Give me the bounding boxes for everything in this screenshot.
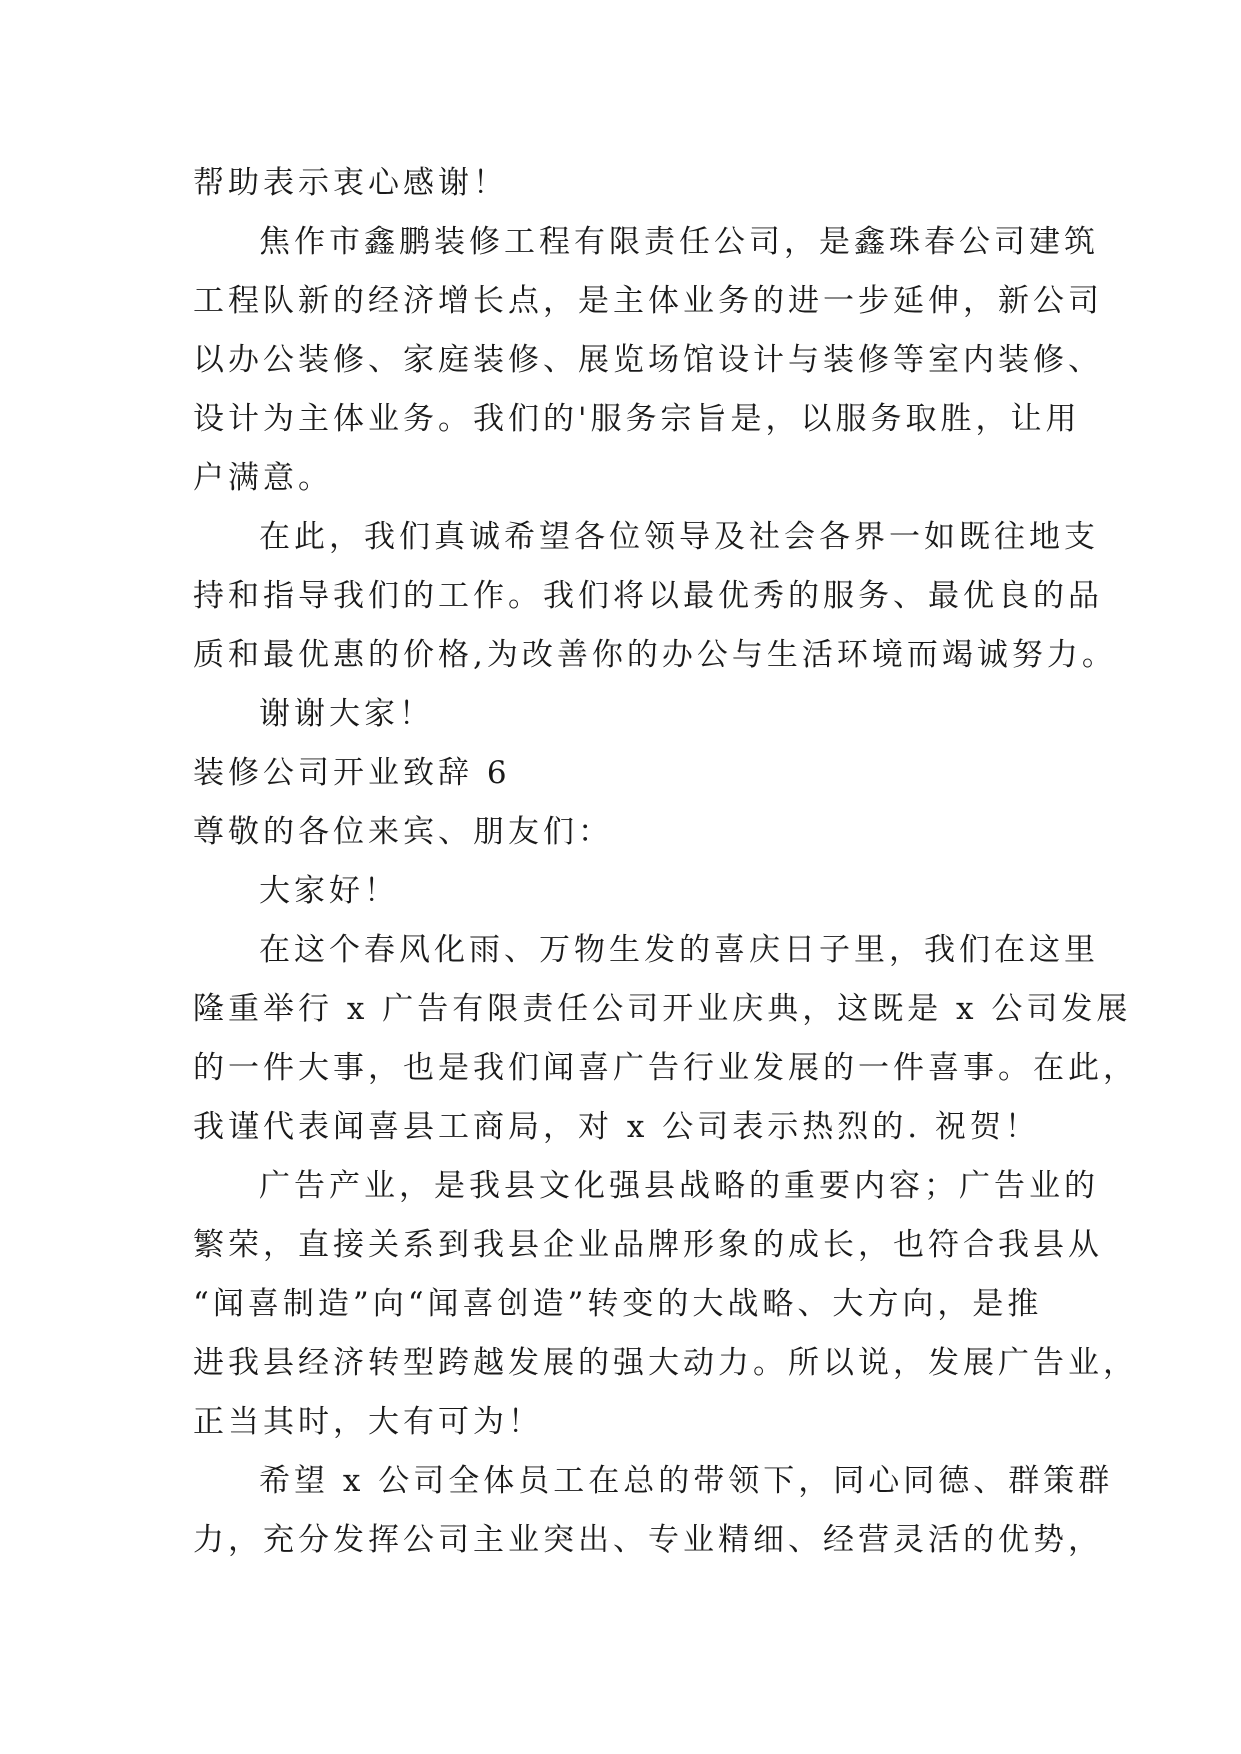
text-line: 工程队新的经济增长点，是主体业务的进一步延伸，新公司 bbox=[193, 283, 1103, 319]
text-line: 质和最优惠的价格,为改善你的办公与生活环境而竭诚努力。 bbox=[193, 637, 1117, 673]
text-line: 正当其时，大有可为！ bbox=[193, 1404, 543, 1440]
text-line: 广告产业，是我县文化强县战略的重要内容；广告业的 bbox=[259, 1168, 1099, 1204]
text-line: 隆重举行 x 广告有限责任公司开业庆典，这既是 x 公司发展 bbox=[193, 991, 1132, 1027]
text-line: 繁荣，直接关系到我县企业品牌形象的成长，也符合我县从 bbox=[193, 1227, 1103, 1263]
text-line: 设计为主体业务。我们的'服务宗旨是，以服务取胜，让用 bbox=[193, 401, 1081, 437]
text-line: 进我县经济转型跨越发展的强大动力。所以说，发展广告业， bbox=[193, 1345, 1138, 1381]
text-line: “闻喜制造”向“闻喜创造”转变的大战略、大方向，是推 bbox=[193, 1286, 1043, 1322]
text-line: 力，充分发挥公司主业突出、专业精细、经营灵活的优势， bbox=[193, 1522, 1103, 1558]
text-line: 帮助表示衷心感谢！ bbox=[193, 165, 508, 201]
text-line: 希望 x 公司全体员工在总的带领下，同心同德、群策群 bbox=[259, 1463, 1114, 1499]
text-line: 在这个春风化雨、万物生发的喜庆日子里，我们在这里 bbox=[259, 932, 1099, 968]
greeting: 大家好！ bbox=[259, 873, 399, 909]
document-body bbox=[193, 154, 1138, 1570]
text-line: 我谨代表闻喜县工商局，对 x 公司表示热烈的. 祝贺！ bbox=[193, 1109, 1040, 1145]
section-title: 装修公司开业致辞 6 bbox=[193, 755, 511, 791]
text-line: 持和指导我们的工作。我们将以最优秀的服务、最优良的品 bbox=[193, 578, 1103, 614]
text-line: 以办公装修、家庭装修、展览场馆设计与装修等室内装修、 bbox=[193, 342, 1103, 378]
salutation: 尊敬的各位来宾、朋友们： bbox=[193, 814, 613, 850]
text-line: 在此，我们真诚希望各位领导及社会各界一如既往地支 bbox=[259, 519, 1099, 555]
text-line: 焦作市鑫鹏装修工程有限责任公司，是鑫珠春公司建筑 bbox=[259, 224, 1099, 260]
text-line: 谢谢大家！ bbox=[259, 696, 434, 732]
text-line: 的一件大事，也是我们闻喜广告行业发展的一件喜事。在此， bbox=[193, 1050, 1138, 1086]
text-line: 户满意。 bbox=[193, 460, 333, 496]
